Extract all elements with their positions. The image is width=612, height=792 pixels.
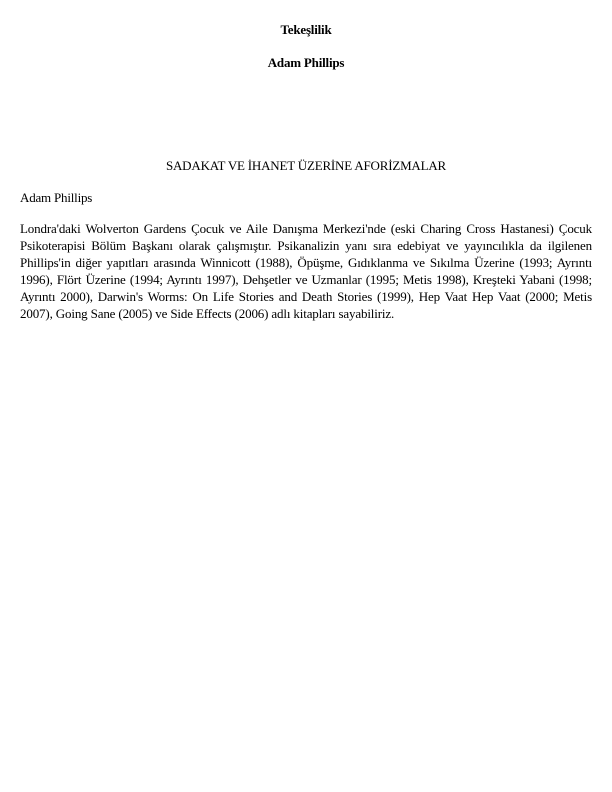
document-title: Tekeşlilik [280, 22, 332, 37]
author-bio-paragraph: Londra'daki Wolverton Gardens Çocuk ve Aile Danışma Merkezi'nde (eski Charing Cross Hastanesi) Çocuk Psikoterapisi Bölüm Başkanı olarak çalışmıştır. Psikanalizin yanı sıra edebiyat ve yayıncılıkla da ilgilenen Phillips'in diğer yapıtları arasında Winnicott (1988), Öpüşme, Gıdıklanma ve Sıkılma Üzerine (1993; Ayrıntı 1996), Flört Üzerine (1994; Ayrıntı 1997), Dehşetler ve Uzmanlar (1995; Metis 1998), Kreşteki Yabani (1998; Ayrıntı 2000), Darwin's Worms: On Life Stories and Death Stories (1999), Hep Vaat Hep Vaat (2000; Metis 2007), Going Sane (2005) ve Side Effects (2006) adlı kitapları sayabiliriz. [20, 221, 592, 321]
section-heading: SADAKAT VE İHANET ÜZERİNE AFORİZMALAR [165, 158, 447, 173]
document-author: Adam Phillips [267, 55, 345, 70]
author-byline: Adam Phillips [20, 190, 93, 205]
